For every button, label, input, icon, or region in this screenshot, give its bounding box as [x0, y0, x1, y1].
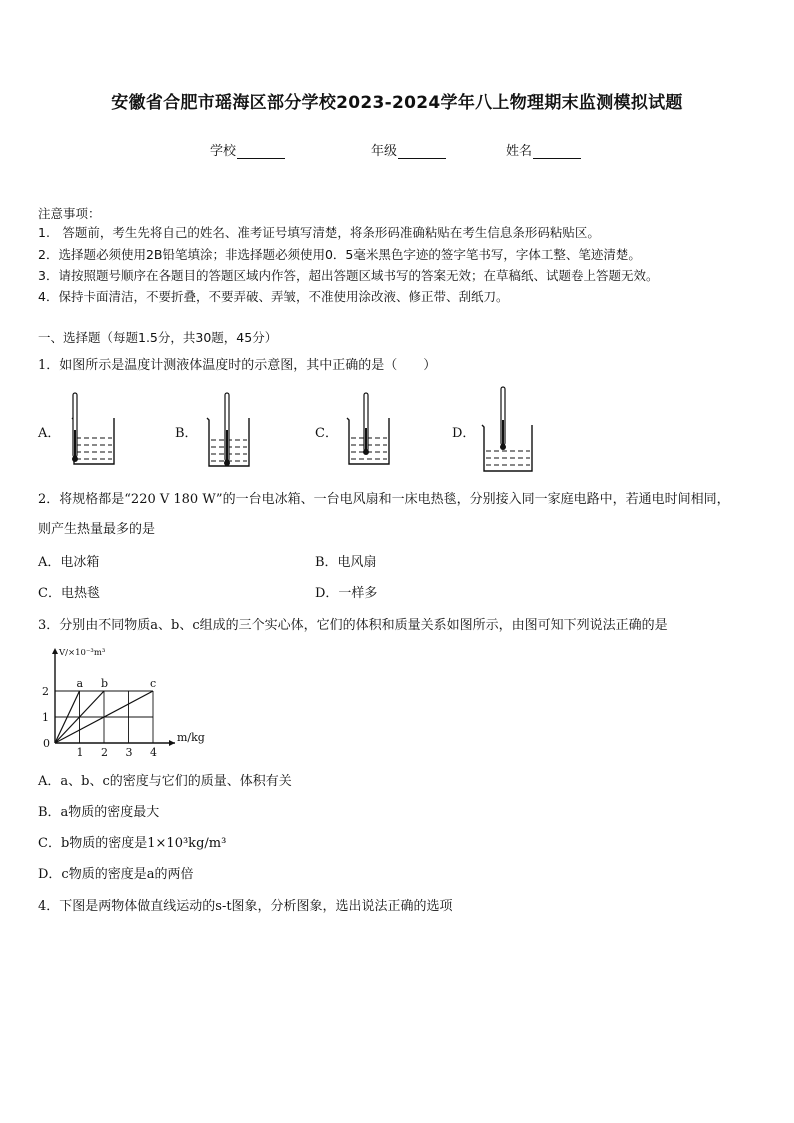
series-label-a: a: [76, 677, 84, 690]
question-2-stem-line1: 2．将规格都是“220 V 180 W”的一台电冰箱、一台电风扇和一床电热毯，分别接入同一家庭电路中，若通电时间相同，: [38, 492, 730, 507]
q2-option-c: C．电热毯: [38, 586, 100, 601]
y-tick-label: 2: [42, 685, 49, 698]
notice-item: 4．保持卡面清洁，不要折叠，不要弄破、弄皱，不准使用涂改液、修正带、刮纸刀。: [38, 289, 509, 304]
y-tick-label: 1: [42, 711, 49, 724]
q3-option-b: B．a物质的密度最大: [38, 805, 160, 820]
q1-option-c-label: C．: [315, 426, 338, 441]
q1-option-b-label: B．: [175, 426, 198, 441]
y-axis-label: V/×10⁻³m³: [59, 648, 106, 658]
name-blank[interactable]: [533, 144, 581, 159]
page-title: 安徽省合肥市瑶海区部分学校2023-2024学年八上物理期末监测模拟试题: [111, 93, 683, 113]
q1-option-a-label: A．: [38, 426, 61, 441]
notice-item: 2．选择题必须使用2B铅笔填涂；非选择题必须使用0．5毫米黑色字迹的签字笔书写，字体工整、笔迹清楚。: [38, 247, 641, 262]
x-tick-label: 2: [101, 746, 108, 759]
x-axis-label: m/kg: [177, 731, 205, 744]
q2-option-a: A．电冰箱: [38, 555, 100, 570]
x-tick-label: 3: [125, 746, 133, 759]
grade-label: 年级: [371, 144, 398, 159]
school-field: [210, 140, 285, 159]
beaker-b-figure: [205, 390, 255, 470]
q2-option-b: B．电风扇: [315, 555, 377, 570]
q2-option-d: D．一样多: [315, 586, 378, 601]
x-tick-label: 1: [76, 746, 84, 759]
series-label-c: c: [150, 677, 157, 690]
grade-field: [371, 140, 446, 159]
q3-option-d: D．c物质的密度是a的两倍: [38, 867, 194, 882]
x-axis-arrow: [169, 740, 175, 746]
name-label: 姓名: [506, 144, 533, 159]
notice-heading: 注意事项：: [38, 206, 101, 221]
question-1-stem: 1．如图所示是温度计测液体温度时的示意图，其中正确的是（ ）: [38, 358, 437, 373]
beaker-c-figure: [345, 390, 395, 470]
notice-item: 1. 答题前，考生先将自己的姓名、准考证号填写清楚，将条形码准确粘贴在考生信息条形码粘贴区。: [38, 225, 600, 240]
x-tick-label: 4: [150, 746, 157, 759]
q3-volume-mass-chart: [30, 640, 220, 765]
x-tick-label: 0: [43, 737, 50, 750]
question-3-stem: 3．分别由不同物质a、b、c组成的三个实心体，它们的体积和质量关系如图所示，由图可知下列说法正确的是: [38, 618, 668, 633]
question-2-stem-line2: 则产生热量最多的是: [38, 522, 156, 537]
q3-option-a: A．a、b、c的密度与它们的质量、体积有关: [38, 774, 292, 789]
section-heading: 一、选择题（每题1.5分，共30题，45分）: [38, 330, 278, 345]
q3-option-c: C．b物质的密度是1×10³kg/m³: [38, 836, 227, 851]
school-blank[interactable]: [237, 144, 285, 159]
q1-option-d-label: D．: [452, 426, 476, 441]
school-label: 学校: [210, 144, 237, 159]
name-field: [506, 140, 581, 159]
beaker-d-figure: [480, 385, 540, 475]
question-4-stem: 4．下图是两物体做直线运动的s-t图象，分析图象，选出说法正确的选项: [38, 899, 453, 914]
grade-blank[interactable]: [398, 144, 446, 159]
series-label-b: b: [101, 677, 109, 690]
notice-item: 3．请按照题号顺序在各题目的答题区域内作答，超出答题区域书写的答案无效；在草稿纸、试题卷上答题无效。: [38, 268, 659, 283]
y-axis-arrow: [52, 648, 58, 654]
beaker-a-figure: [70, 390, 120, 470]
